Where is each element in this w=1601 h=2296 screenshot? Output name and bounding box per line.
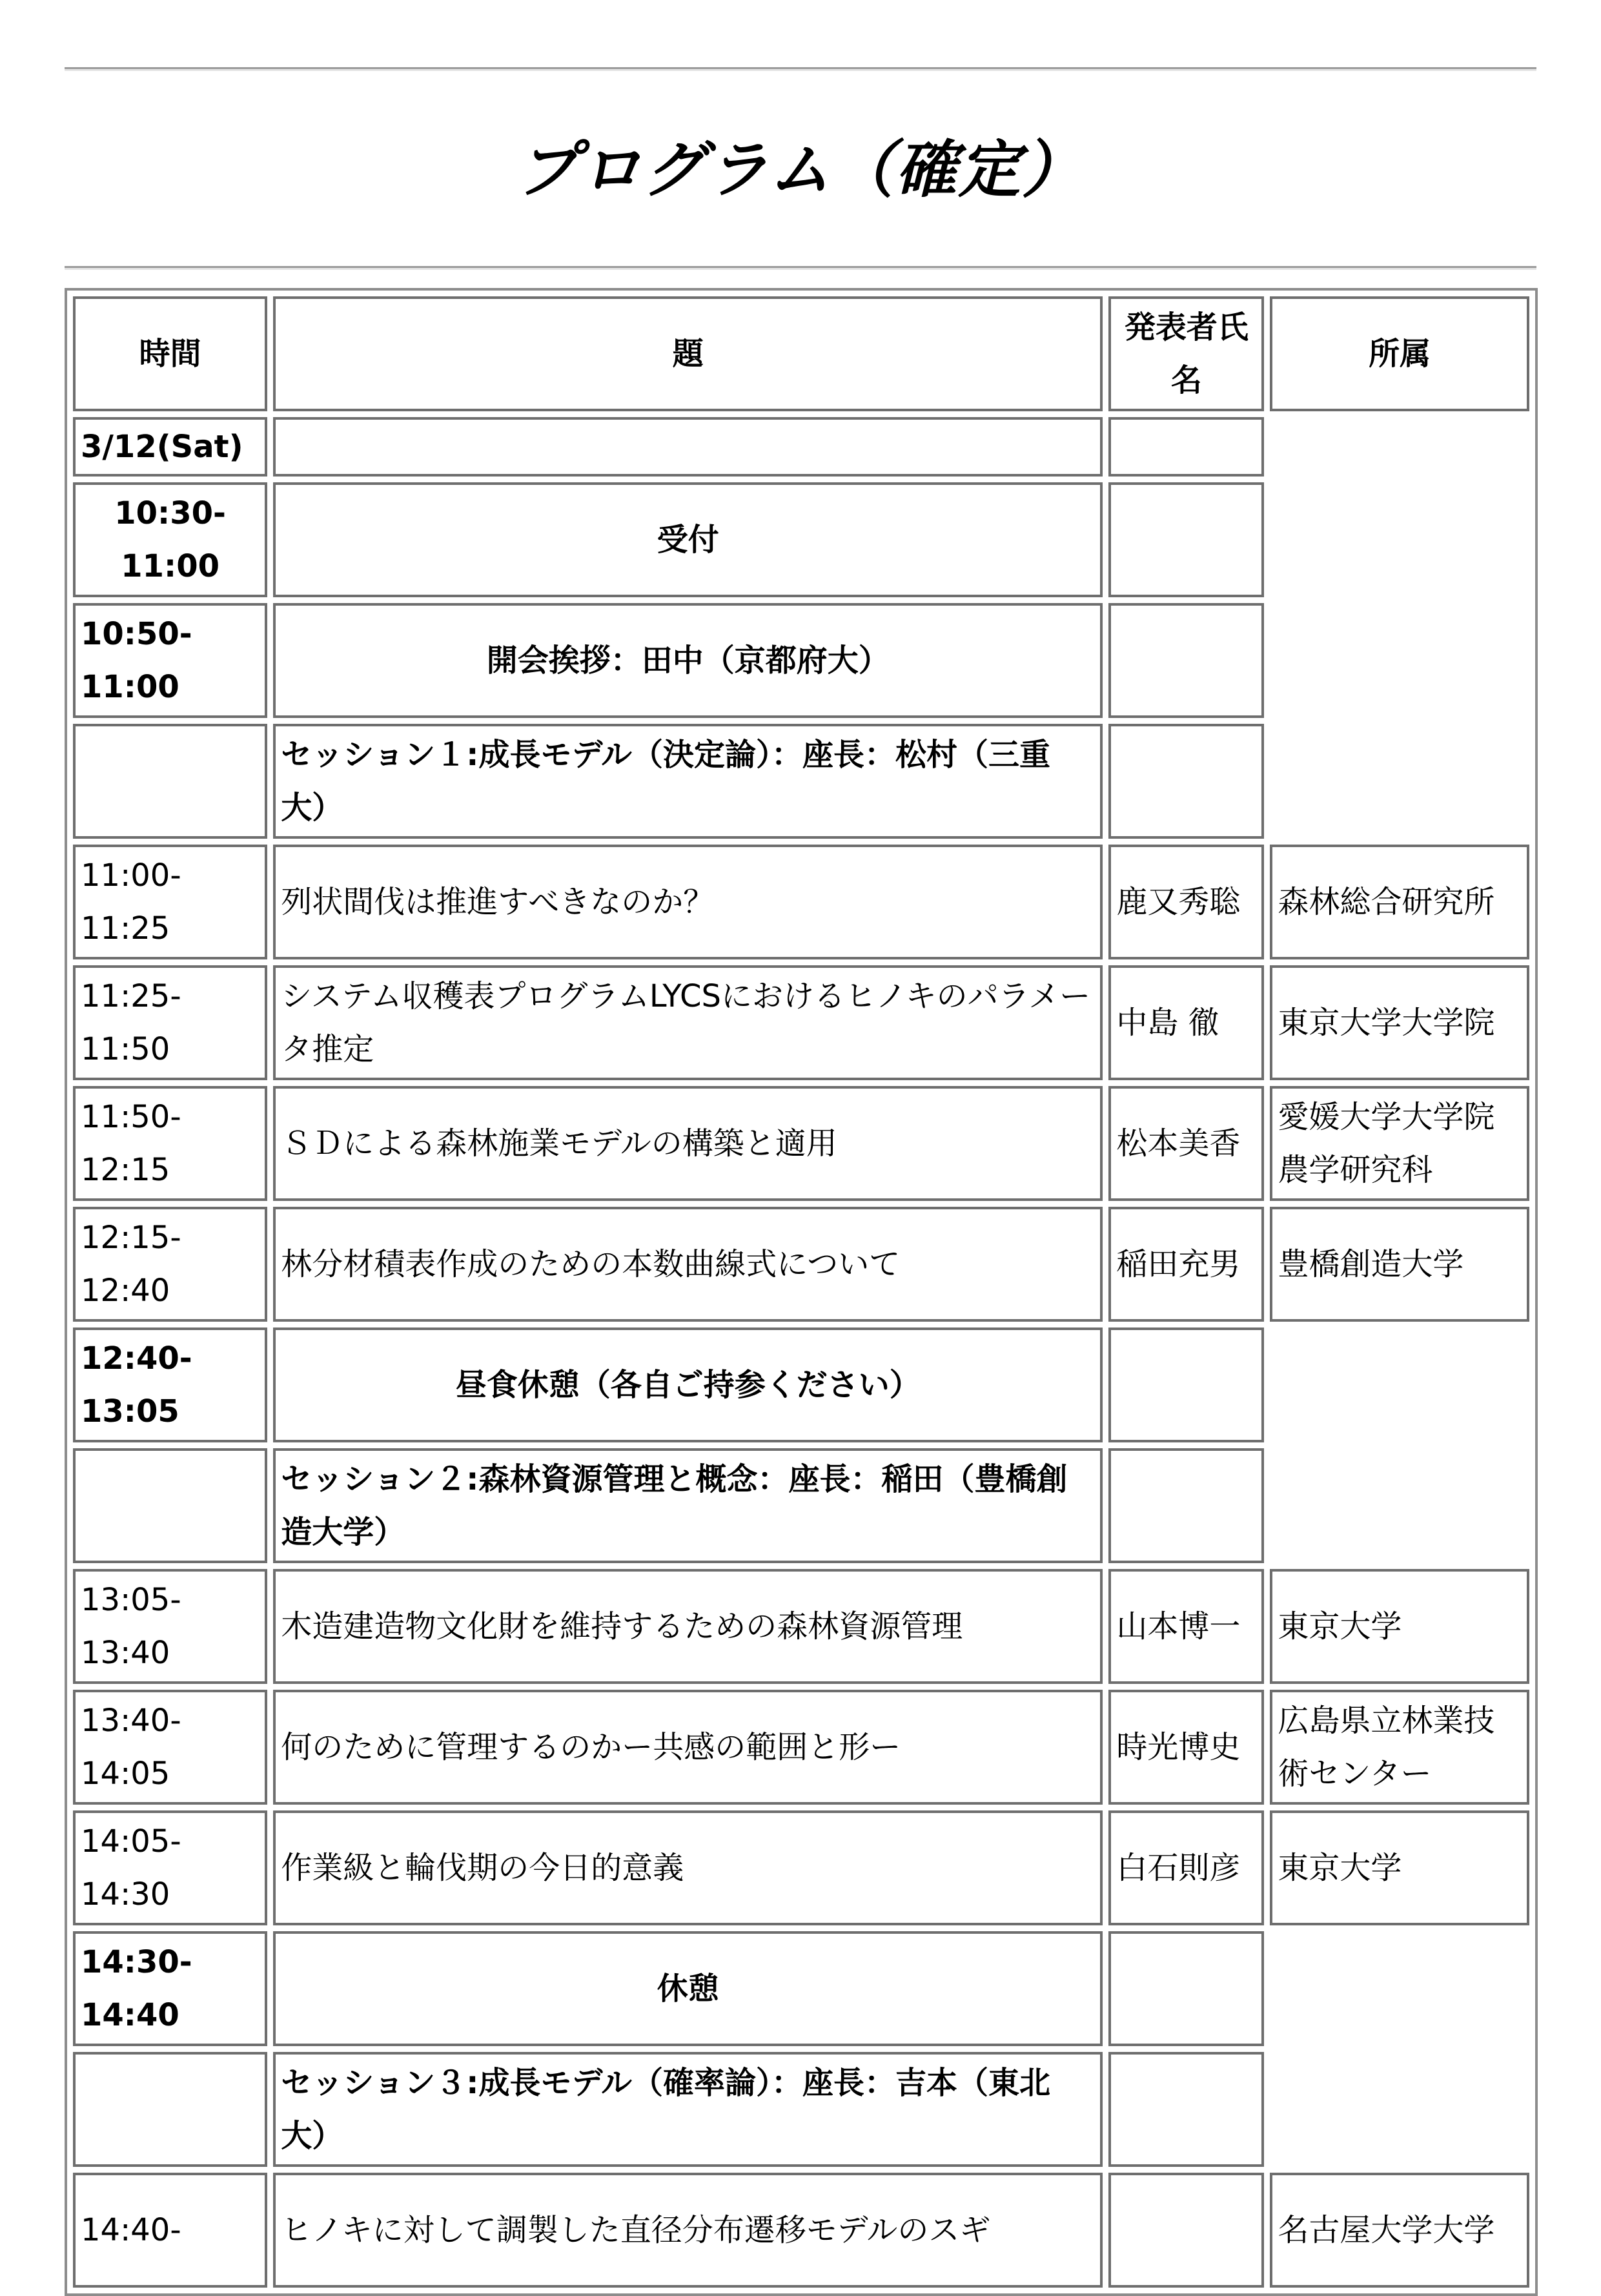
presenter-cell bbox=[1108, 1931, 1264, 2046]
time-cell: 14:05-14:30 bbox=[73, 1810, 267, 1925]
presenter-cell: 中島 徹 bbox=[1108, 965, 1264, 1080]
affiliation-cell: 東京大学 bbox=[1270, 1569, 1529, 1684]
table-row bbox=[73, 1931, 1529, 2046]
presenter-cell: 白石則彦 bbox=[1108, 1810, 1264, 1925]
header-title: 題 bbox=[273, 296, 1103, 411]
time-cell bbox=[73, 1448, 267, 1563]
title-cell: システム収穫表プログラムLYCSにおけるヒノキのパラメータ推定 bbox=[273, 965, 1103, 1080]
title-cell: 木造建造物文化財を維持するための森林資源管理 bbox=[273, 1569, 1103, 1684]
table-row bbox=[73, 1207, 1529, 1322]
time-cell: 10:30-11:00 bbox=[73, 482, 267, 597]
table-row-date bbox=[73, 417, 1529, 477]
affiliation-cell: 東京大学大学院 bbox=[1270, 965, 1529, 1080]
table-row bbox=[73, 1569, 1529, 1684]
table-row bbox=[73, 965, 1529, 1080]
affiliation-cell: 愛媛大学大学院農学研究科 bbox=[1270, 1086, 1529, 1201]
title-cell: 開会挨拶：田中（京都府大） bbox=[273, 603, 1103, 718]
presenter-cell bbox=[1108, 1448, 1264, 1563]
affiliation-cell bbox=[1270, 1931, 1529, 2167]
presenter-cell: 時光博史 bbox=[1108, 1690, 1264, 1805]
presenter-cell bbox=[1108, 482, 1264, 597]
time-cell: 14:40- bbox=[73, 2173, 267, 2288]
time-cell: 14:30-14:40 bbox=[73, 1931, 267, 2046]
time-cell: 12:15-12:40 bbox=[73, 1207, 267, 1322]
presenter-cell: 松本美香 bbox=[1108, 1086, 1264, 1201]
time-cell: 3/12(Sat) bbox=[73, 417, 267, 477]
affiliation-cell: 名古屋大学大学 bbox=[1270, 2173, 1529, 2288]
time-cell: 13:40-14:05 bbox=[73, 1690, 267, 1805]
title-cell: 作業級と輪伐期の今日的意義 bbox=[273, 1810, 1103, 1925]
table-row bbox=[73, 845, 1529, 959]
presenter-cell: 鹿又秀聡 bbox=[1108, 845, 1264, 959]
table-row bbox=[73, 1690, 1529, 1805]
title-divider bbox=[65, 266, 1536, 270]
presenter-cell bbox=[1108, 603, 1264, 718]
affiliation-cell: 森林総合研究所 bbox=[1270, 845, 1529, 959]
table-row bbox=[73, 1086, 1529, 1201]
presenter-cell bbox=[1108, 417, 1264, 477]
title-cell: 休憩 bbox=[273, 1931, 1103, 2046]
time-cell: 11:25-11:50 bbox=[73, 965, 267, 1080]
page-title: プログラム（確定） bbox=[516, 134, 1085, 206]
presenter-cell bbox=[1108, 2052, 1264, 2167]
program-table bbox=[65, 288, 1538, 2296]
session-title-cell: セッション２:森林資源管理と概念：座長：稲田（豊橋創造大学） bbox=[273, 1448, 1103, 1563]
title-cell bbox=[273, 417, 1103, 477]
presenter-cell bbox=[1108, 724, 1264, 839]
title-cell: ＳＤによる森林施業モデルの構築と適用 bbox=[273, 1086, 1103, 1201]
header-presenter: 発表者氏名 bbox=[1108, 296, 1264, 411]
presenter-cell: 山本博一 bbox=[1108, 1569, 1264, 1684]
presenter-cell: 稲田充男 bbox=[1108, 1207, 1264, 1322]
affiliation-cell: 広島県立林業技術センター bbox=[1270, 1690, 1529, 1805]
header-time: 時間 bbox=[73, 296, 267, 411]
time-cell: 12:40-13:05 bbox=[73, 1327, 267, 1442]
title-cell: ヒノキに対して調製した直径分布遷移モデルのスギ bbox=[273, 2173, 1103, 2288]
time-cell: 10:50-11:00 bbox=[73, 603, 267, 718]
table-header-row bbox=[73, 296, 1529, 411]
session-title-cell: セッション１:成長モデル（決定論）：座長：松村（三重大） bbox=[273, 724, 1103, 839]
header-affiliation: 所属 bbox=[1270, 296, 1529, 411]
table-row bbox=[73, 1810, 1529, 1925]
time-cell: 11:00-11:25 bbox=[73, 845, 267, 959]
top-divider bbox=[65, 67, 1536, 71]
time-cell: 13:05-13:40 bbox=[73, 1569, 267, 1684]
time-cell bbox=[73, 724, 267, 839]
affiliation-cell: 豊橋創造大学 bbox=[1270, 1207, 1529, 1322]
session-title-cell: セッション３:成長モデル（確率論）：座長：吉本（東北大） bbox=[273, 2052, 1103, 2167]
presenter-cell bbox=[1108, 2173, 1264, 2288]
time-cell bbox=[73, 2052, 267, 2167]
title-cell: 何のために管理するのかー共感の範囲と形ー bbox=[273, 1690, 1103, 1805]
table-row bbox=[73, 2173, 1529, 2288]
time-cell: 11:50-12:15 bbox=[73, 1086, 267, 1201]
title-cell: 林分材積表作成のための本数曲線式について bbox=[273, 1207, 1103, 1322]
title-cell: 受付 bbox=[273, 482, 1103, 597]
title-cell: 昼食休憩（各自ご持参ください） bbox=[273, 1327, 1103, 1442]
affiliation-cell bbox=[1270, 1327, 1529, 1563]
title-cell: 列状間伐は推進すべきなのか？ bbox=[273, 845, 1103, 959]
presenter-cell bbox=[1108, 1327, 1264, 1442]
affiliation-cell bbox=[1270, 417, 1529, 839]
affiliation-cell: 東京大学 bbox=[1270, 1810, 1529, 1925]
table-row bbox=[73, 1327, 1529, 1442]
